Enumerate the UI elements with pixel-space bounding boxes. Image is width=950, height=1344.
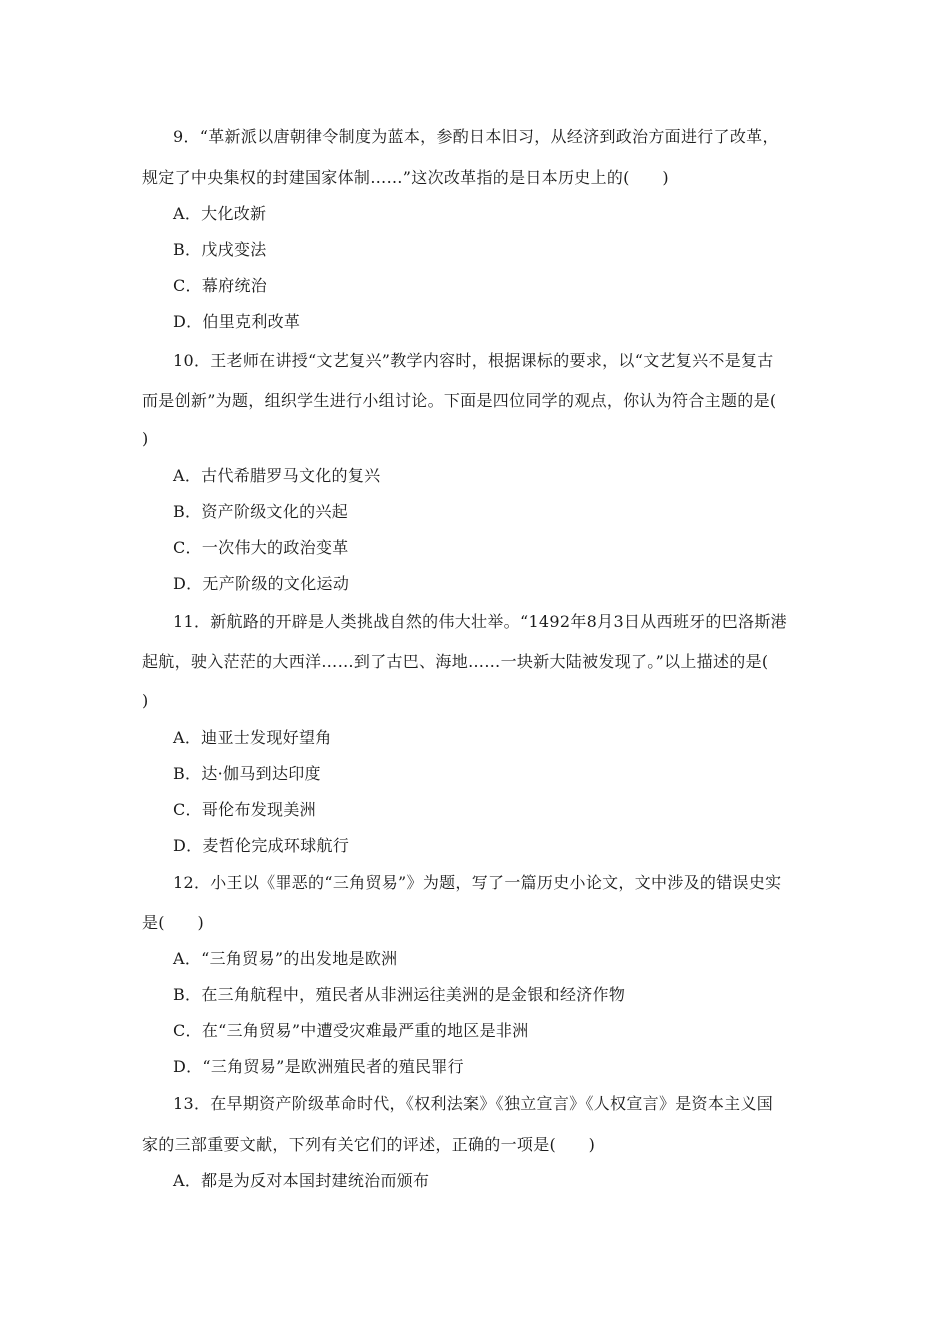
q9-option-c: C．幕府统治 [173,276,268,295]
q11-option-a: A．迪亚士发现好望角 [173,728,332,747]
q12-stem-line-1: 12．小王以《罪恶的“三角贸易”》为题，写了一篇历史小论文，文中涉及的错误史实 [173,873,782,892]
q12-option-c: C．在“三角贸易”中遭受灾难最严重的地区是非洲 [173,1021,529,1040]
q10-option-c: C．一次伟大的政治变革 [173,538,349,557]
q10-option-d: D．无产阶级的文化运动 [173,574,350,593]
q9-stem-line-1: 9．“革新派以唐朝律令制度为蓝本，参酌日本旧习，从经济到政治方面进行了改革， [173,127,779,146]
q10-stem-line-3: ) [142,429,149,448]
q11-stem-line-1: 11．新航路的开辟是人类挑战自然的伟大壮举。“1492年8月3日从西班牙的巴洛斯港 [173,612,787,631]
q9-option-a: A．大化改新 [173,204,267,223]
q13-stem-line-2: 家的三部重要文献，下列有关它们的评述，正确的一项是( ) [142,1135,596,1154]
q11-stem-line-2: 起航，驶入茫茫的大西洋……到了古巴、海地……一块新大陆被发现了。”以上描述的是( [142,652,769,671]
q12-option-a: A．“三角贸易”的出发地是欧洲 [173,949,398,968]
q12-stem-line-2: 是( ) [142,913,204,932]
q9-option-d: D．伯里克利改革 [173,312,301,331]
q11-option-d: D．麦哲伦完成环球航行 [173,836,350,855]
q10-stem-line-2: 而是创新”为题，组织学生进行小组讨论。下面是四位同学的观点，你认为符合主题的是( [142,391,777,410]
q12-option-b: B．在三角航程中，殖民者从非洲运往美洲的是金银和经济作物 [173,985,626,1004]
q12-option-d: D．“三角贸易”是欧洲殖民者的殖民罪行 [173,1057,464,1076]
q9-option-b: B．戊戌变法 [173,240,267,259]
q11-option-c: C．哥伦布发现美洲 [173,800,316,819]
q11-stem-line-3: ) [142,691,149,710]
q10-stem-line-1: 10．王老师在讲授“文艺复兴”教学内容时，根据课标的要求，以“文艺复兴不是复古 [173,351,774,370]
q10-option-a: A．古代希腊罗马文化的复兴 [173,466,381,485]
q13-option-a: A．都是为反对本国封建统治而颁布 [173,1171,430,1190]
q10-option-b: B．资产阶级文化的兴起 [173,502,349,521]
q11-option-b: B．达·伽马到达印度 [173,764,321,783]
q9-stem-line-2: 规定了中央集权的封建国家体制……”这次改革指的是日本历史上的( ) [142,168,669,187]
q13-stem-line-1: 13．在早期资产阶级革命时代，《权利法案》《独立宣言》《人权宣言》是资本主义国 [173,1094,774,1113]
